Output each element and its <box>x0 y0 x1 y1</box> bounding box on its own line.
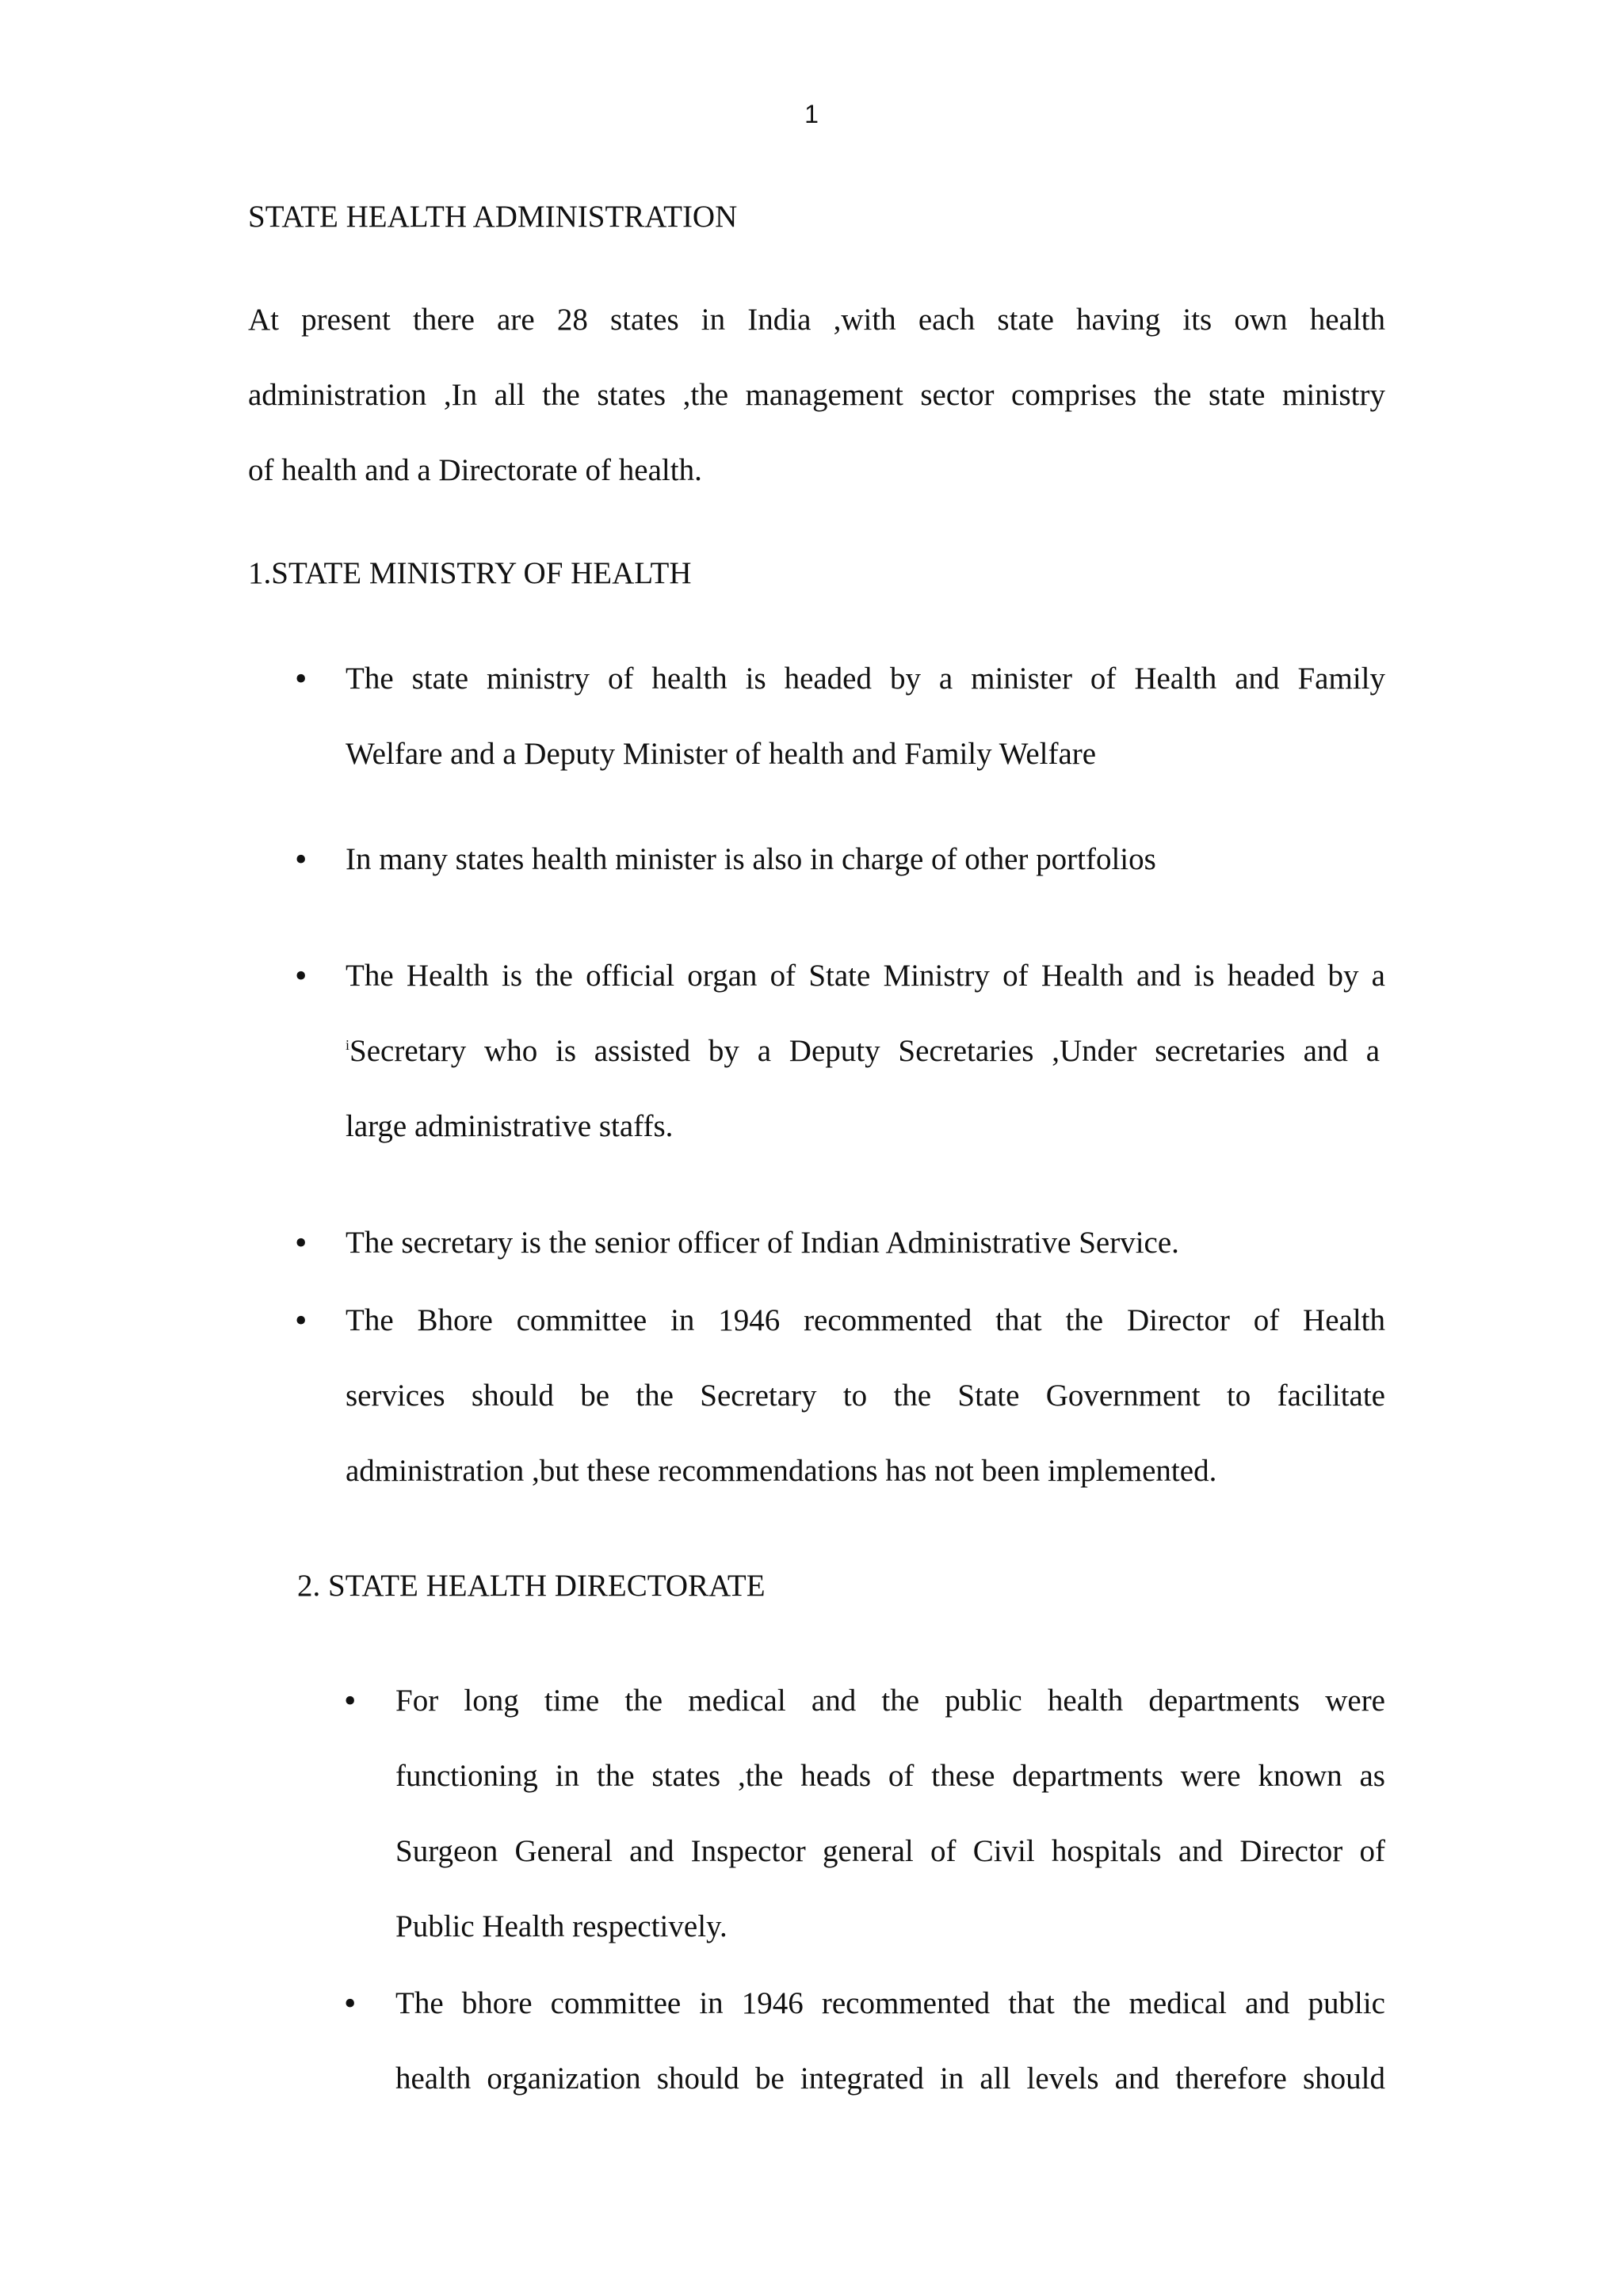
s1-b5-line-1: The Bhore committee in 1946 recommented that the Director of Health <box>346 1303 1385 1337</box>
bullet-marker: • <box>295 1223 307 1262</box>
footnote-mark: i <box>346 1037 350 1053</box>
s1-b3-line-1: The Health is the official organ of State Ministry of Health and is headed by a <box>346 959 1385 993</box>
s1-b5-line-2: services should be the Secretary to the State Government to facilitate <box>346 1379 1385 1413</box>
bullet-marker: • <box>295 659 307 698</box>
s2-b1-line-2: functioning in the states ,the heads of these departments were known as <box>395 1759 1385 1793</box>
section-heading-ministry: 1.STATE MINISTRY OF HEALTH <box>248 556 692 590</box>
page-number: 1 <box>804 100 819 128</box>
s1-b2-line-1: In many states health minister is also in charge of other portfolios <box>346 842 1156 876</box>
bullet-marker: • <box>295 956 307 995</box>
bullet-marker: • <box>344 1681 357 1720</box>
s2-b1-line-1: For long time the medical and the public health departments were <box>395 1684 1385 1718</box>
section-heading-directorate: 2. STATE HEALTH DIRECTORATE <box>297 1569 766 1603</box>
s1-b5-line-3: administration ,but these recommendations has not been implemented. <box>346 1454 1217 1488</box>
s2-b1-line-3: Surgeon General and Inspector general of Civil hospitals and Director of <box>395 1834 1385 1868</box>
s1-b4-line-1: The secretary is the senior officer of Indian Administrative Service. <box>346 1226 1179 1260</box>
intro-line-1: At present there are 28 states in India ,with each state having its own health <box>248 303 1385 337</box>
s1-b1-line-2: Welfare and a Deputy Minister of health and Family Welfare <box>346 737 1097 771</box>
bullet-marker: • <box>295 1301 307 1340</box>
s1-b1-line-1: The state ministry of health is headed by a minister of Health and Family <box>346 662 1385 696</box>
s1-b3-line-3: large administrative staffs. <box>346 1109 674 1143</box>
intro-line-2: administration ,In all the states ,the management sector comprises the state ministry <box>248 378 1385 412</box>
s1-b3-line-2: Secretary who is assisted by a Deputy Secretaries ,Under secretaries and a <box>349 1034 1381 1068</box>
s2-b2-line-2: health organization should be integrated in all levels and therefore should <box>395 2061 1385 2096</box>
document-title: STATE HEALTH ADMINISTRATION <box>248 200 738 234</box>
s1-b3-line-2-wrap <box>346 1032 1385 1070</box>
intro-line-3: of health and a Directorate of health. <box>248 453 702 487</box>
bullet-marker: • <box>295 840 307 879</box>
s2-b2-line-1: The bhore committee in 1946 recommented that the medical and public <box>395 1986 1385 2020</box>
s2-b1-line-4: Public Health respectively. <box>395 1909 727 1943</box>
bullet-marker: • <box>344 1984 357 2023</box>
